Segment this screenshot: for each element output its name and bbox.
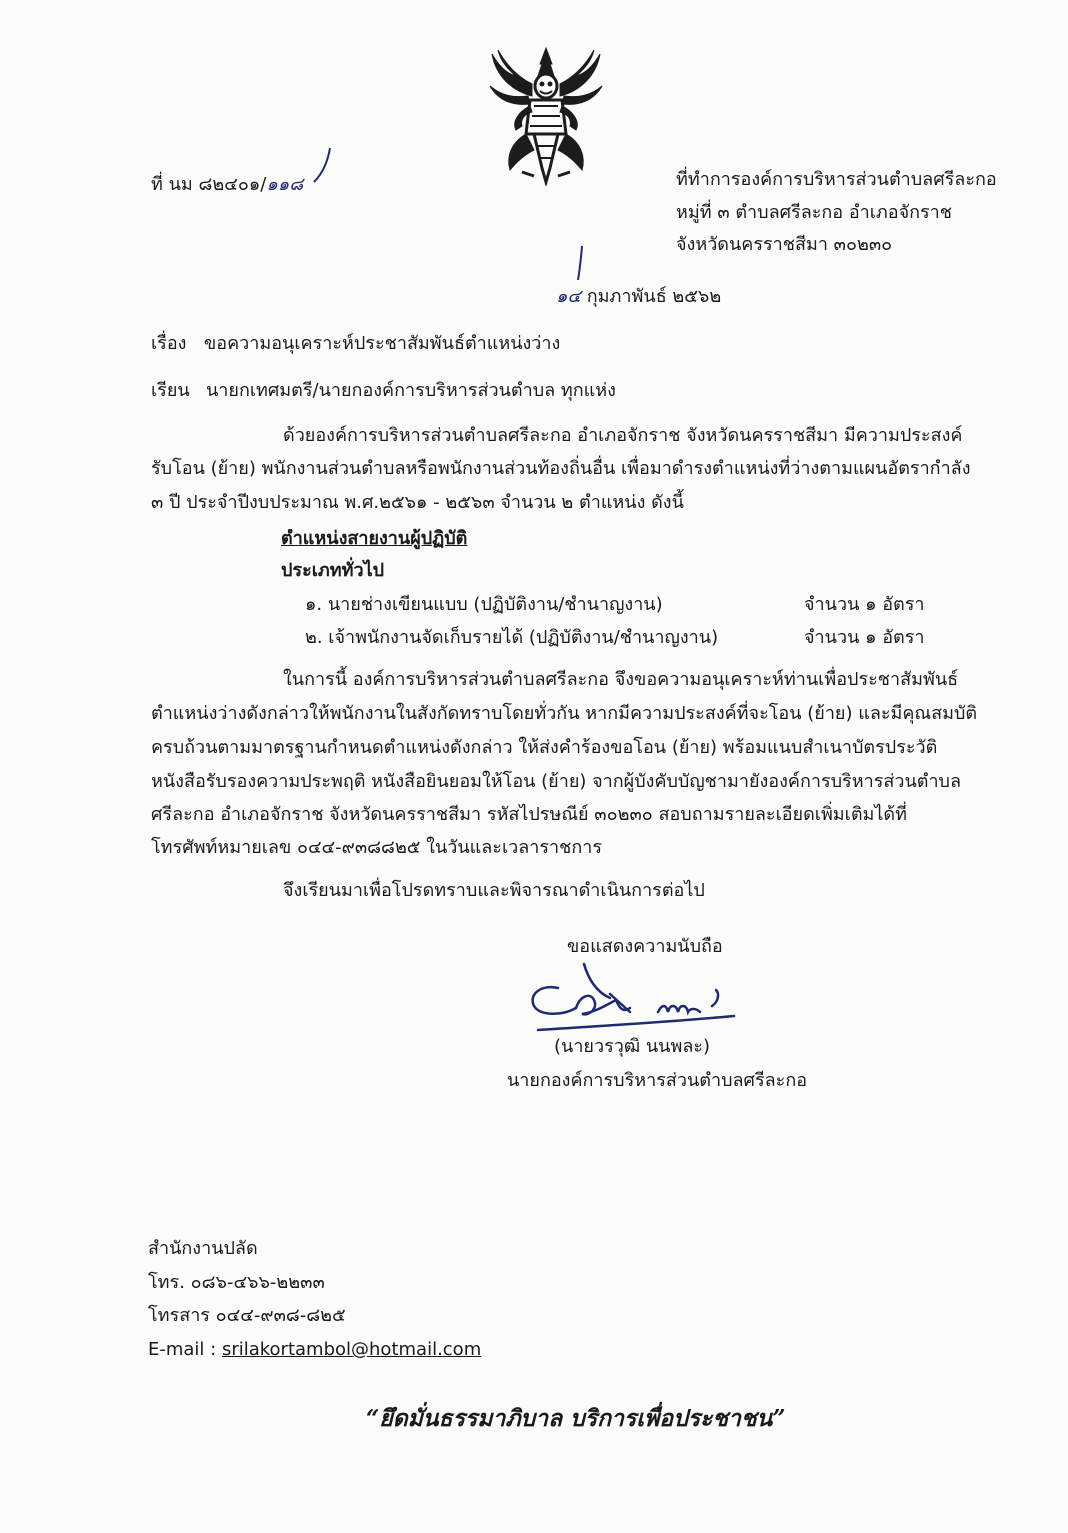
para2-line2: ตำแหน่งว่างดังกล่าวให้พนักงานในสังกัดทราบโดยทั่วกัน หากมีความประสงค์ที่จะโอน (ย้าย) และมีคุณสมบัติ bbox=[151, 703, 978, 724]
positions-heading: ตำแหน่งสายงานผู้ปฏิบัติ bbox=[281, 528, 468, 549]
para2-line1: ในการนี้ องค์การบริหารส่วนตำบลศรีละกอ จึงขอความอนุเคราะห์ท่านเพื่อประชาสัมพันธ์ bbox=[283, 669, 959, 690]
signature-closing: ขอแสดงความนับถือ bbox=[567, 936, 723, 957]
para2-line3: ครบถ้วนตามมาตรฐานกำหนดตำแหน่งดังกล่าว ให้ส่งคำร้องขอโอน (ย้าย) พร้อมแนบสำเนาบัตรประวัติ bbox=[151, 737, 938, 758]
letter-date bbox=[556, 284, 721, 310]
footer-email-link[interactable]: srilakortambol@hotmail.com bbox=[221, 1339, 482, 1360]
office-address-line2: หมู่ที่ ๓ ตำบลศรีละกอ อำเภอจักราช bbox=[676, 202, 953, 223]
footer-office: สำนักงานปลัด bbox=[148, 1238, 258, 1259]
position-item-2-count: จำนวน ๑ อัตรา bbox=[804, 627, 925, 648]
para1-line1: ด้วยองค์การบริหารส่วนตำบลศรีละกอ อำเภอจักราช จังหวัดนครราชสีมา มีความประสงค์ bbox=[283, 425, 963, 446]
addressee-text: นายกเทศมตรี/นายกองค์การบริหารส่วนตำบล ทุกแห่ง bbox=[206, 380, 616, 401]
signatory-name: (นายวรวุฒิ นนพละ) bbox=[554, 1036, 711, 1057]
handwritten-signature-icon bbox=[520, 960, 760, 1042]
date-handwriting-icon bbox=[568, 244, 592, 284]
slogan: “ยึดมั่นธรรมาภิบาล บริการเพื่อประชาชน” bbox=[366, 1405, 786, 1432]
garuda-emblem-icon bbox=[482, 46, 610, 186]
position-item-2: ๒. เจ้าพนักงานจัดเก็บรายได้ (ปฏิบัติงาน/ชำนาญงาน) bbox=[305, 627, 719, 648]
para1-line2: รับโอน (ย้าย) พนักงานส่วนตำบลหรือพนักงานส่วนท้องถิ่นอื่น เพื่อมาดำรงตำแหน่งที่ว่างตามแผนอัตรากำลัง bbox=[151, 458, 971, 479]
para2-line4: หนังสือรับรองความประพฤติ หนังสือยินยอมให้โอน (ย้าย) จากผู้บังคับบัญชามายังองค์การบริหารส่วนตำบล bbox=[151, 771, 962, 792]
para1-line3: ๓ ปี ประจำปีงบประมาณ พ.ศ.๒๕๖๑ - ๒๕๖๓ จำนวน ๒ ตำแหน่ง ดังนี้ bbox=[151, 492, 684, 513]
positions-category: ประเภททั่วไป bbox=[281, 560, 385, 581]
para2-line6: โทรศัพท์หมายเลข ๐๔๔-๙๓๘๘๒๕ ในวันและเวลาราชการ bbox=[151, 837, 603, 858]
position-item-1-count: จำนวน ๑ อัตรา bbox=[804, 594, 925, 615]
signatory-title: นายกองค์การบริหารส่วนตำบลศรีละกอ bbox=[507, 1070, 808, 1091]
addressee-label: เรียน bbox=[151, 380, 190, 401]
closing-paragraph: จึงเรียนมาเพื่อโปรดทราบและพิจารณาดำเนินการต่อไป bbox=[283, 880, 705, 901]
footer-telephone: โทร. ๐๘๖-๔๖๖-๒๒๓๓ bbox=[148, 1272, 325, 1293]
office-address-line3: จังหวัดนครราชสีมา ๓๐๒๓๐ bbox=[676, 234, 893, 255]
office-address-line1: ที่ทำการองค์การบริหารส่วนตำบลศรีละกอ bbox=[676, 169, 997, 190]
footer-email bbox=[148, 1337, 481, 1363]
reference-number-text: ที่ นม ๘๒๔๐๑/ bbox=[151, 174, 267, 195]
subject-label: เรื่อง bbox=[151, 333, 187, 354]
footer-fax: โทรสาร ๐๔๔-๙๓๘-๘๒๕ bbox=[148, 1305, 346, 1326]
date-month-year: กุมภาพันธ์ ๒๕๖๒ bbox=[581, 286, 722, 307]
date-day-handwritten: ๑๔ bbox=[556, 286, 582, 307]
reference-number bbox=[151, 172, 303, 198]
subject-text: ขอความอนุเคราะห์ประชาสัมพันธ์ตำแหน่งว่าง bbox=[204, 333, 561, 354]
reference-number-handwritten: ๑๑๘ bbox=[266, 174, 304, 195]
reference-handwriting-icon bbox=[300, 146, 340, 192]
position-item-1: ๑. นายช่างเขียนแบบ (ปฏิบัติงาน/ชำนาญงาน) bbox=[305, 594, 663, 615]
para2-line5: ศรีละกอ อำเภอจักราช จังหวัดนครราชสีมา รหัสไปรษณีย์ ๓๐๒๓๐ สอบถามรายละเอียดเพิ่มเติมได้ที่ bbox=[151, 804, 907, 825]
footer-email-label: E-mail : bbox=[148, 1339, 222, 1360]
